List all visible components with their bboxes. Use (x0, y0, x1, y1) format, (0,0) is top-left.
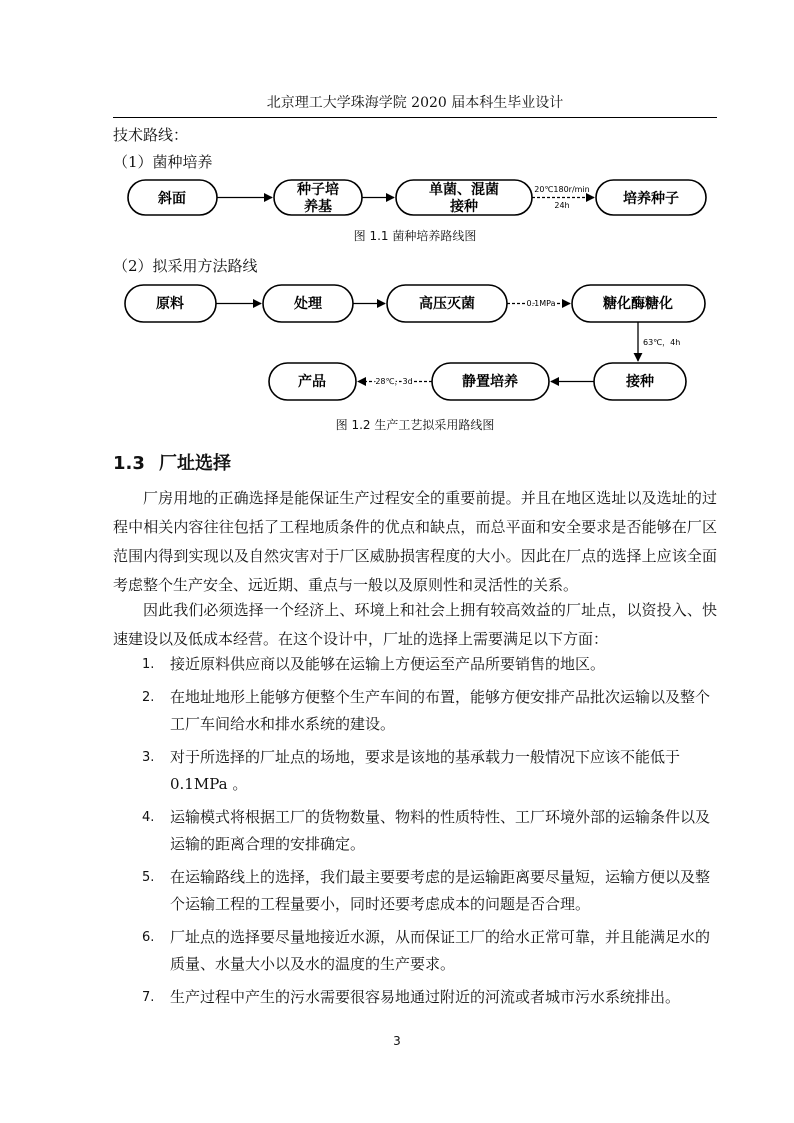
node-inoculation (396, 180, 532, 215)
strain-culture-flowchart (0, 170, 794, 230)
node-static-culture-label: 静置培养 (462, 374, 518, 390)
list-item-text: 在地址地形上能够方便整个生产车间的布置，能够方便安排产品批次运输以及整个工厂车间给水和排水系统的建设。 (170, 688, 711, 733)
list-item-text: 对于所选择的厂址点的场地，要求是该地的基承载力一般情况下应该不能低于 0.1MPa 。 (170, 748, 681, 793)
node-static-culture (432, 363, 549, 400)
edge-label-shaking-conditions: 20℃180r/min (534, 185, 590, 194)
section-number: 1.3 (113, 453, 145, 474)
edge-label-pressure: 0.1MPa (526, 299, 556, 308)
edge-label-saccharification-conditions: 63℃，4h (643, 338, 681, 347)
node-autoclave (387, 285, 507, 322)
node-raw-material (125, 285, 216, 322)
node-inoculate-label: 接种 (626, 374, 654, 390)
section-title: 厂址选择 (159, 453, 231, 474)
figure-1-caption: 图 1.1 菌种培养路线图 (353, 229, 477, 243)
list-item-text: 厂址点的选择要尽量地接近水源，从而保证工厂的给水正常可靠，并且能满足水的质量、水量大小以及水的温度的生产要求。 (170, 928, 711, 973)
list-item-number: 7. (142, 990, 155, 1005)
node-seed-medium-label-line2: 养基 (304, 199, 332, 215)
node-processing-label: 处理 (294, 296, 322, 312)
node-seed-culture-label: 培养种子 (623, 191, 679, 207)
edge-label-culture-conditions: 28℃，3d (375, 377, 413, 386)
list-item-number: 3. (142, 750, 155, 765)
list-item (113, 744, 717, 798)
page-number: 3 (393, 1034, 401, 1048)
node-product (269, 363, 356, 400)
page-header: 北京理工大学珠海学院 2020 届本科生毕业设计 (113, 93, 717, 118)
list-item-number: 5. (142, 870, 155, 885)
node-processing (263, 285, 353, 322)
list-item-text: 接近原料供应商以及能够在运输上方便运至产品所要销售的地区。 (170, 655, 606, 673)
list-item (113, 804, 717, 858)
method-route-subheading: （2）拟采用方法路线 (113, 257, 258, 275)
node-raw-material-label: 原料 (156, 296, 184, 312)
list-item-number: 1. (142, 657, 155, 672)
list-item (113, 651, 717, 678)
list-item-text: 生产过程中产生的污水需要很容易地通过附近的河流或者城市污水系统排出。 (170, 988, 681, 1006)
figure-2-caption: 图 1.2 生产工艺拟采用路线图 (335, 418, 495, 432)
site-criteria-list (113, 651, 717, 1017)
node-saccharification-label: 糖化酶糖化 (603, 296, 673, 312)
list-item-text: 在运输路线上的选择，我们最主要要考虑的是运输距离要尽量短，运输方便以及整个运输工程的工程量要小，同时还要考虑成本的问题是否合理。 (170, 868, 711, 913)
list-item-number: 6. (142, 930, 155, 945)
node-inoculate (594, 363, 686, 400)
node-inoculation-label-line1: 单菌、混菌 (429, 182, 499, 198)
list-item-number: 4. (142, 810, 155, 825)
list-item (113, 864, 717, 918)
node-slant-label: 斜面 (158, 191, 186, 207)
node-product-label: 产品 (298, 374, 326, 390)
paragraph-site-requirements: 因此我们必须选择一个经济上、环境上和社会上拥有较高效益的厂址点，以资投入、快速建设以及低成本经营。在这个设计中，厂址的选择上需要满足以下方面： (113, 601, 717, 648)
list-item (113, 984, 717, 1011)
production-process-flowchart (0, 280, 794, 405)
list-item-text: 运输模式将根据工厂的货物数量、物料的性质特性、工厂环境外部的运输条件以及运输的距离合理的安排确定。 (170, 808, 711, 853)
node-autoclave-label: 高压灭菌 (419, 296, 475, 312)
node-seed-culture (596, 180, 706, 215)
node-saccharification (572, 285, 705, 322)
strain-culture-subheading: （1）菌种培养 (113, 153, 213, 171)
edge-label-duration: 24h (554, 201, 570, 210)
list-item (113, 684, 717, 738)
node-inoculation-label-line2: 接种 (450, 199, 478, 215)
list-item (113, 924, 717, 978)
list-item-number: 2. (142, 690, 155, 705)
node-seed-medium-label-line1: 种子培 (297, 182, 339, 198)
node-slant (128, 180, 217, 215)
node-seed-medium (274, 180, 362, 215)
paragraph-site-importance: 厂房用地的正确选择是能保证生产过程安全的重要前提。并且在地区选址以及选址的过程中相关内容往往包括了工程地质条件的优点和缺点，而总平面和安全要求是否能够在厂区范围内得到实现以及自然灾害对于厂区威胁损害程度的大小。因此在厂点的选择上应该全面考虑整个生产安全、远近期、重点与一般以及原则性和灵活性的关系。 (113, 489, 717, 594)
section-heading (113, 449, 231, 475)
technical-route-heading: 技术路线： (113, 126, 189, 144)
